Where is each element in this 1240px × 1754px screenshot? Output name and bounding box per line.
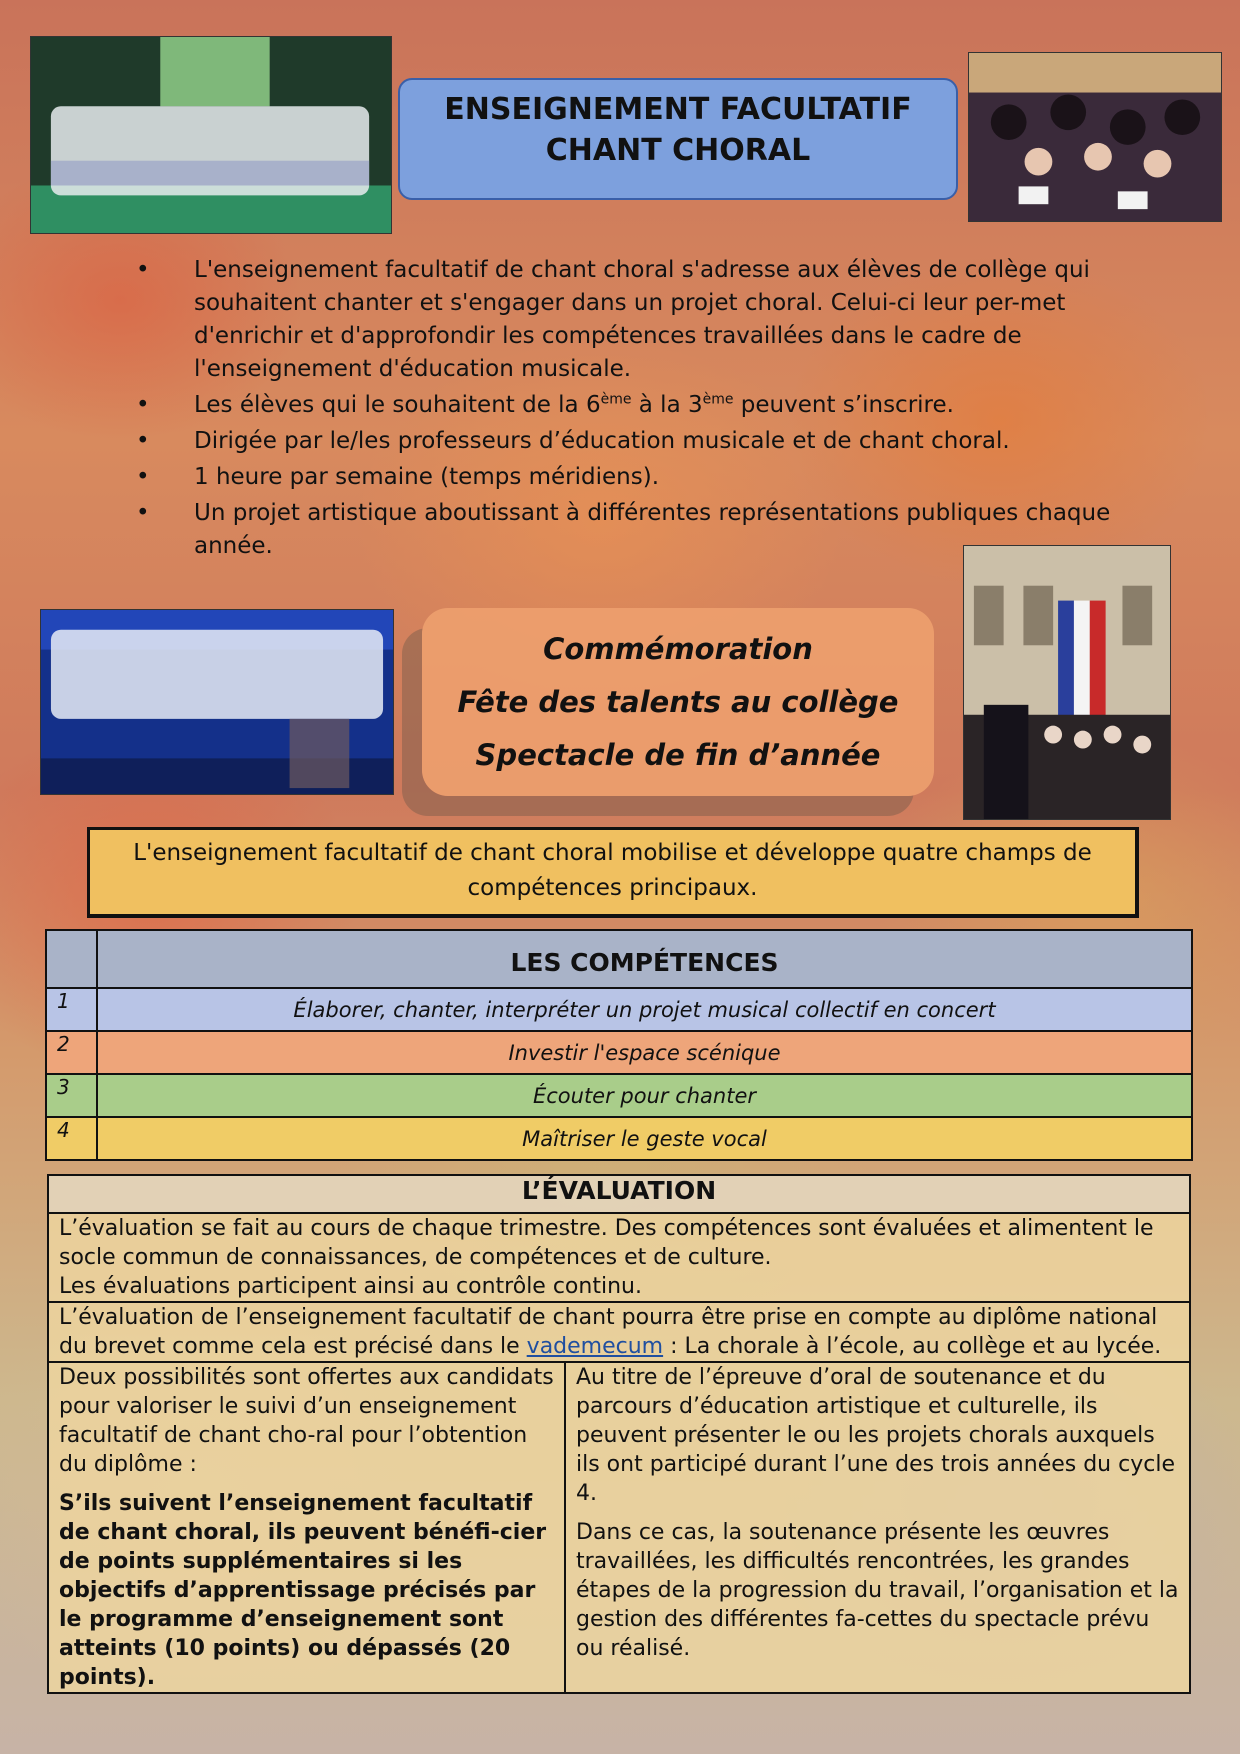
table-row [46, 988, 1192, 1031]
choir-stage-green-photo [30, 36, 392, 234]
evaluation-header: L’ÉVALUATION [48, 1175, 1190, 1213]
table-row [46, 1074, 1192, 1117]
competences-table [45, 929, 1193, 1161]
evaluation-brevet-cell [48, 1302, 1190, 1362]
bullet-text: Dirigée par le/les professeurs d’éducation musicale et de chant choral. [194, 428, 1010, 454]
bullet-text: 1 heure par semaine (temps méridiens). [194, 464, 660, 490]
evaluation-paragraph: Au titre de l’épreuve d’oral de soutenance et du parcours d’éducation artistique et culturelle, ils peuvent présenter le ou les projets chorals auxquels ils ont participé durant l’une des trois années du cycle 4. [576, 1365, 1175, 1506]
evaluation-text: L’évaluation de l’enseignement facultatif de chant pourra être prise en compte au diplôme national du brevet comme cela est précisé dans le [59, 1305, 1158, 1359]
competence-label: Écouter pour chanter [97, 1074, 1192, 1117]
bullet-text: Les élèves qui le souhaitent de la 6 [194, 392, 601, 418]
event-item: Commémoration [543, 632, 813, 666]
bullet-text: à la 3 [631, 392, 703, 418]
table-header-row [46, 930, 1192, 988]
event-item: Spectacle de fin d’année [475, 738, 881, 772]
table-row [46, 1117, 1192, 1160]
competence-label: Investir l'espace scénique [97, 1031, 1192, 1074]
title-line-1: ENSEIGNEMENT FACULTATIF [444, 92, 912, 127]
info-bullet-list [130, 254, 1150, 566]
evaluation-bold-paragraph: S’ils suivent l’enseignement facultatif de chant choral, ils peuvent bénéfi-cier de points supplémentaires si les objectifs d’apprentissage précisés par le programme d’enseignement sont atteints (10 points) ou dépassés (20 points). [59, 1491, 547, 1690]
list-item [130, 425, 1150, 458]
row-number: 4 [46, 1117, 97, 1160]
evaluation-paragraph: Dans ce cas, la soutenance présente les œuvres travaillées, les difficultés rencontrées, les grandes étapes de la progression du travail, l’organisation et la gestion des différentes fa-cettes du spectacle prévu ou réalisé. [576, 1520, 1179, 1661]
table-row [48, 1362, 1190, 1693]
evaluation-table [47, 1174, 1191, 1694]
competence-label: Élaborer, chanter, interpréter un projet musical collectif en concert [97, 988, 1192, 1031]
bullet-text: peuvent s’inscrire. [733, 392, 954, 418]
evaluation-general-cell [48, 1213, 1190, 1302]
list-item [130, 461, 1150, 494]
commemoration-flag-photo [963, 545, 1171, 820]
vademecum-link[interactable]: vademecum [526, 1334, 664, 1359]
list-item [130, 389, 1150, 422]
row-number: 3 [46, 1074, 97, 1117]
table-row [46, 1031, 1192, 1074]
bullet-text: L'enseignement facultatif de chant choral s'adresse aux élèves de collège qui souhaitent chanter et s'engager dans un projet choral. Celui-ci leur per-met d'enrichir et d'approfondir les compétences travaillées dans le cadre de l'enseignement d'éducation musicale. [194, 257, 1090, 382]
evaluation-paragraph: L’évaluation se fait au cours de chaque trimestre. Des compétences sont évaluées et alimentent le socle commun de connaissances, de compétences et de culture. [59, 1216, 1154, 1270]
table-row [48, 1213, 1190, 1302]
evaluation-paragraph: Les évaluations participent ainsi au contrôle continu. [59, 1274, 642, 1299]
competences-header: LES COMPÉTENCES [97, 930, 1192, 988]
evaluation-right-cell [565, 1362, 1190, 1693]
competences-intro: L'enseignement facultatif de chant choral mobilise et développe quatre champs de compétences principaux. [87, 827, 1139, 918]
title-line-2: CHANT CHORAL [545, 133, 811, 168]
choir-stage-blue-photo [40, 609, 394, 795]
evaluation-left-cell [48, 1362, 565, 1693]
list-item [130, 254, 1150, 386]
table-cell [46, 930, 97, 988]
superscript: ème [702, 391, 734, 408]
bullet-text: Un projet artistique aboutissant à différentes représentations publiques chaque année. [194, 500, 1111, 559]
competence-label: Maîtriser le geste vocal [97, 1117, 1192, 1160]
page-title [398, 78, 958, 200]
events-box [422, 608, 934, 796]
row-number: 2 [46, 1031, 97, 1074]
table-header-row [48, 1175, 1190, 1213]
event-item: Fête des talents au collège [457, 685, 899, 719]
table-row [48, 1302, 1190, 1362]
evaluation-text: : La chorale à l’école, au collège et au lycée. [663, 1334, 1162, 1359]
row-number: 1 [46, 988, 97, 1031]
evaluation-paragraph: Deux possibilités sont offertes aux candidats pour valoriser le suivi d’un enseignement facultatif de chant cho-ral pour l’obtention du diplôme : [59, 1365, 554, 1477]
choir-black-dress-photo [968, 52, 1222, 222]
superscript: ème [600, 391, 632, 408]
list-item [130, 497, 1150, 563]
